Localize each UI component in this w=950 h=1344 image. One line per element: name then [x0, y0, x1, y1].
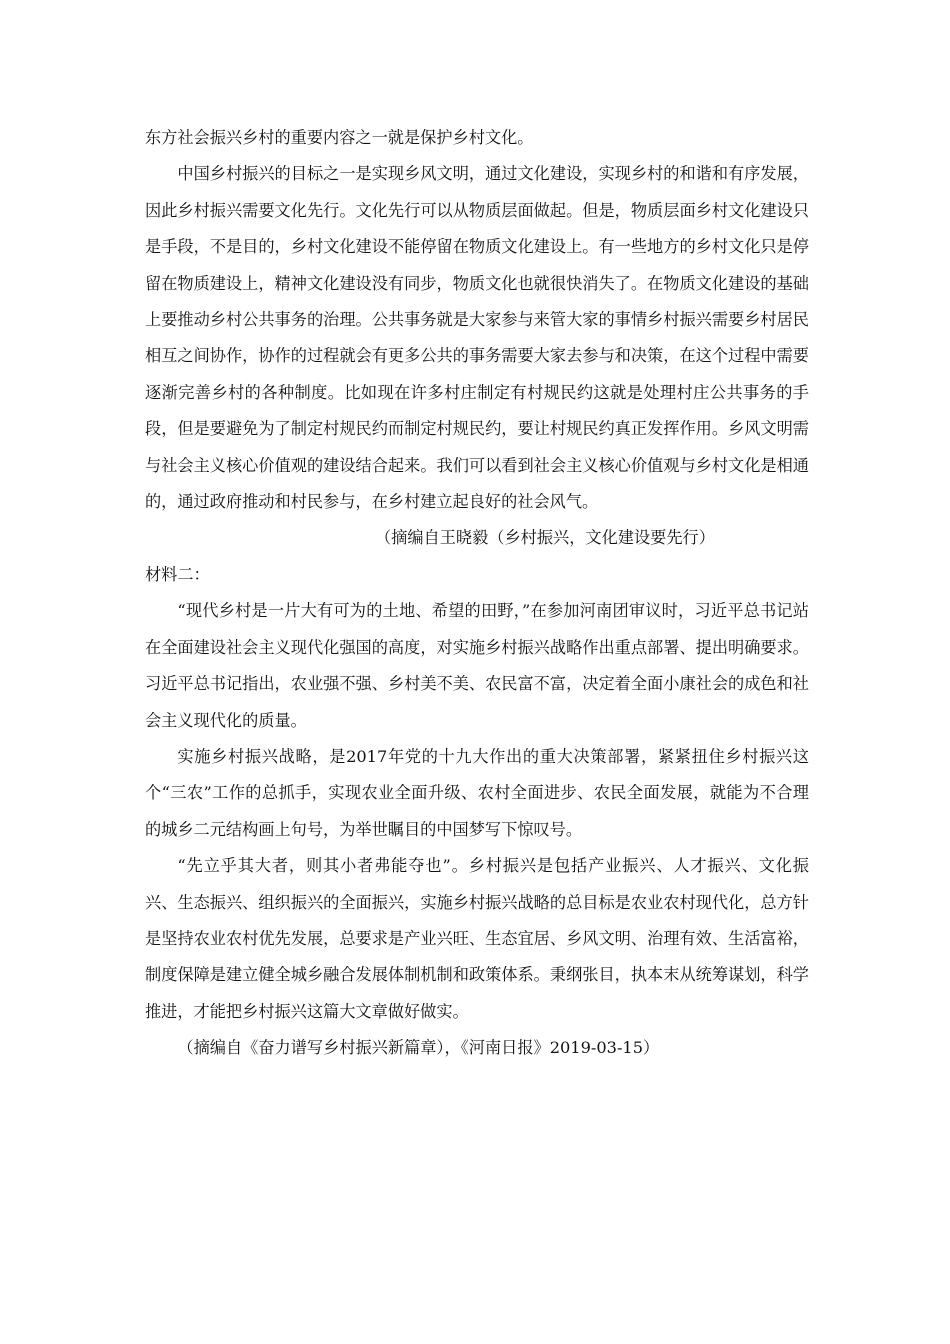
document-page: [145, 120, 809, 1067]
paragraph-rural-culture: 中国乡村振兴的目标之一是实现乡风文明，通过文化建设，实现乡村的和谐和有序发展，因此乡村振兴需要文化先行。文化先行可以从物质层面做起。但是，物质层面乡村文化建设只是手段，不是目的，乡村文化建设不能停留在物质文化建设上。有一些地方的乡村文化只是停留在物质建设上，精神文化建设没有同步，物质文化也就很快消失了。在物质文化建设的基础上要推动乡村公共事务的治理。公共事务就是大家参与来管大家的事情乡村振兴需要乡村居民相互之间协作，协作的过程就会有更多公共的事务需要大家去参与和决策，在这个过程中需要逐渐完善乡村的各种制度。比如现在许多村庄制定有村规民约这就是处理村庄公共事务的手段，但是要避免为了制定村规民约而制定村规民约，要让村规民约真正发挥作用。乡风文明需与社会主义核心价值观的建设结合起来。我们可以看到社会主义核心价值观与乡村文化是相通的，通过政府推动和村民参与，在乡村建立起良好的社会风气。: [145, 164, 809, 512]
paragraph-strategy: 实施乡村振兴战略，是2017年党的十九大作出的重大决策部署，紧紧扭住乡村振兴这个“三农”工作的总抓手，实现农业全面升级、农村全面进步、农民全面发展，就能为不合理的城乡二元结构画上句号，为举世瞩目的中国梦写下惊叹号。: [145, 746, 809, 839]
paragraph-continuation: 东方社会振兴乡村的重要内容之一就是保护乡村文化。: [145, 128, 534, 147]
source-citation-2: （摘编自《奋力谱写乡村振兴新篇章），《河南日报》2019-03-15）: [177, 1038, 660, 1058]
source-citation-1: （摘编自王晓毅（乡村振兴，文化建设要先行）: [375, 528, 715, 548]
material-two-label: 材料二：: [145, 564, 210, 584]
paragraph-overall-goal: “先立乎其大者，则其小者弗能夺也”。乡村振兴是包括产业振兴、人才振兴、文化振兴、生态振兴、组织振兴的全面振兴，实施乡村振兴战略的总目标是农业农村现代化，总方针是坚持农业农村优先发展，总要求是产业兴旺、生态宜居、乡风文明、治理有效、生活富裕，制度保障是建立健全城乡融合发展体制机制和政策体系。秉纲张目，执本末从统筹谋划，科学推进，才能把乡村振兴这篇大文章做好做实。: [145, 856, 809, 1021]
paragraph-modern-village: “现代乡村是一片大有可为的土地、希望的田野，”在参加河南团审议时，习近平总书记站在全面建设社会主义现代化强国的高度，对实施乡村振兴战略作出重点部署、提出明确要求。习近平总书记指出，农业强不强、乡村美不美、农民富不富，决定着全面小康社会的成色和社会主义现代化的质量。: [145, 601, 809, 730]
